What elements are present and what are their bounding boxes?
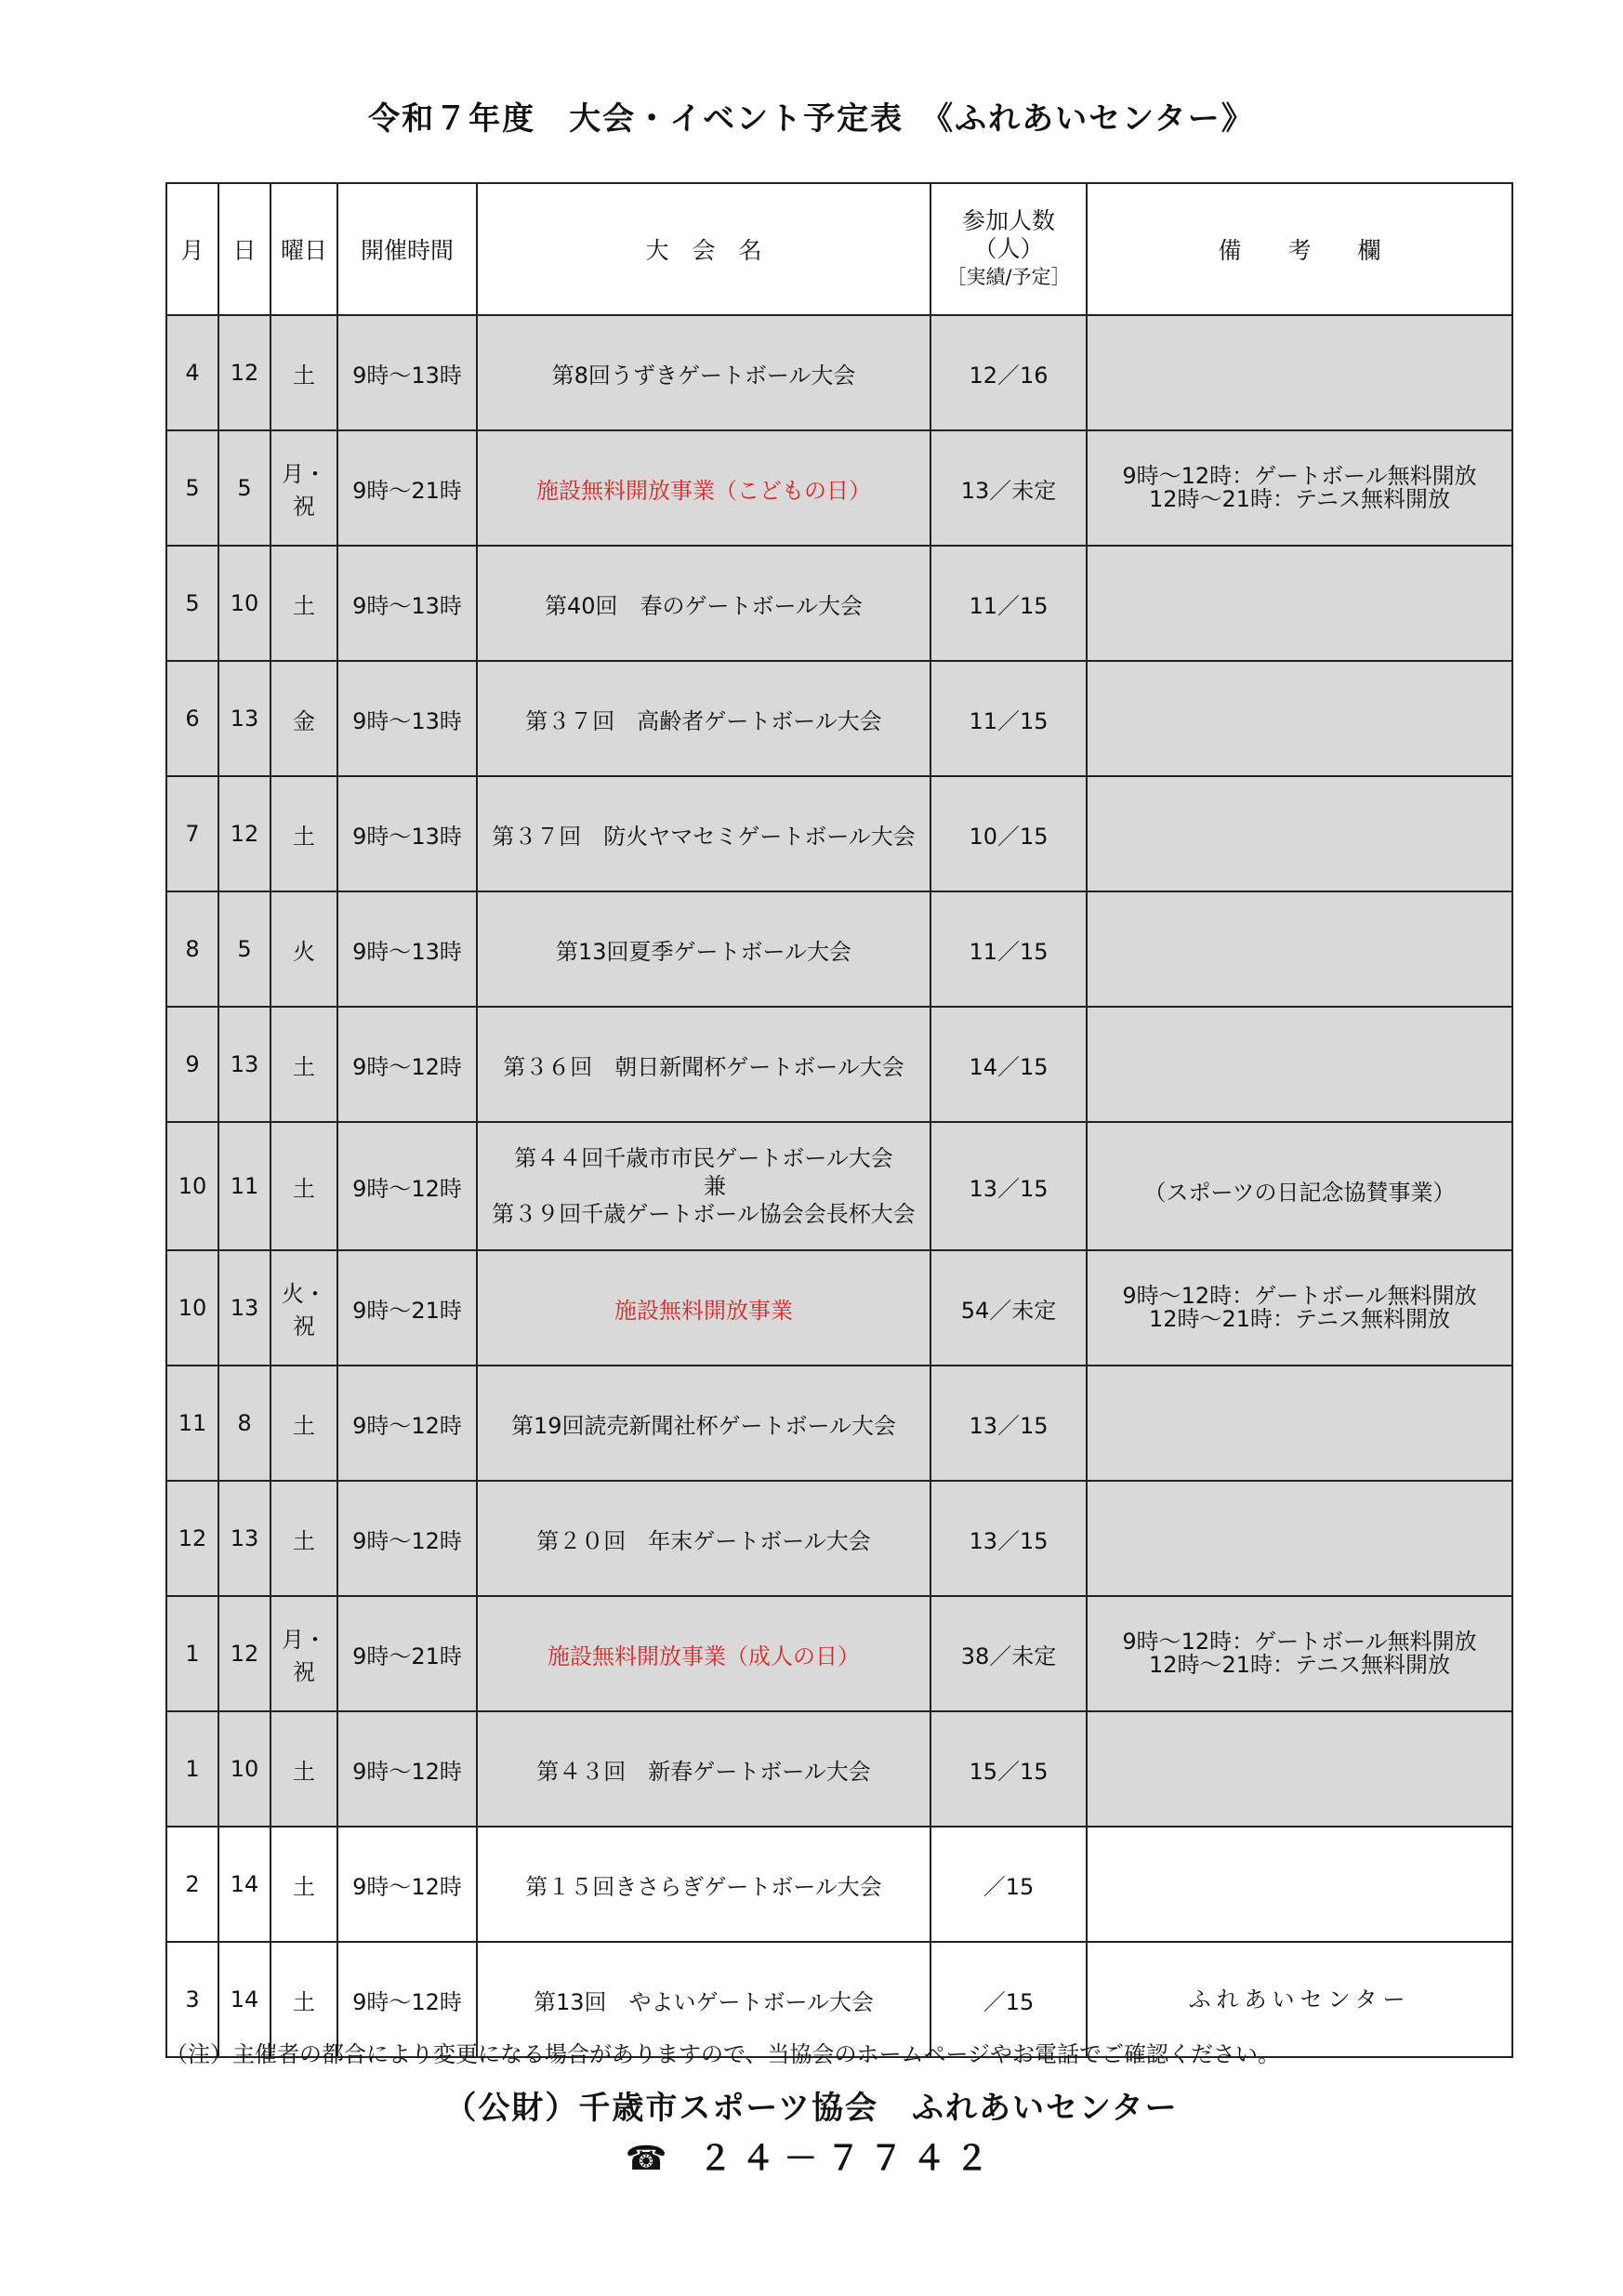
table-row	[166, 546, 1512, 661]
cell-day: 12	[218, 315, 270, 430]
cell-participants: 13／15	[930, 1122, 1087, 1250]
table-row	[166, 1827, 1512, 1942]
remarks-line1: （スポーツの日記念協賛事業）	[1143, 1179, 1456, 1206]
cell-day: 14	[218, 1827, 270, 1942]
cell-remarks	[1087, 546, 1512, 661]
cell-time: 9時～12時	[337, 1007, 477, 1122]
cell-event-name: 第19回読売新聞社杯ゲートボール大会	[477, 1366, 930, 1481]
cell-day: 5	[218, 891, 270, 1007]
header-day: 日	[218, 183, 270, 315]
cell-time: 9時～12時	[337, 1366, 477, 1481]
table-row	[166, 1711, 1512, 1827]
cell-remarks	[1087, 1481, 1512, 1596]
cell-month: 2	[166, 1827, 218, 1942]
cell-time: 9時～13時	[337, 776, 477, 891]
cell-participants: 15／15	[930, 1711, 1087, 1827]
cell-remarks	[1087, 1250, 1512, 1366]
table-row	[166, 1596, 1512, 1711]
remarks-line1: 9時～12時：ゲートボール無料開放	[1122, 463, 1477, 489]
cell-time: 9時～12時	[337, 1711, 477, 1827]
remarks-line2: 12時～21時：テニス無料開放	[1148, 1306, 1451, 1332]
cell-time: 9時～12時	[337, 1827, 477, 1942]
schedule-table	[165, 182, 1513, 2058]
cell-remarks	[1087, 1711, 1512, 1827]
remarks-line1: 9時～12時：ゲートボール無料開放	[1122, 1283, 1477, 1309]
event-name-line2: 兼	[704, 1173, 726, 1199]
page-title: 令和７年度 大会・イベント予定表 《ふれあいセンター》	[368, 100, 1255, 138]
header-remarks: 備 考 欄	[1087, 183, 1512, 315]
cell-month: 10	[166, 1122, 218, 1250]
cell-day: 13	[218, 1250, 270, 1366]
remarks-line1: 9時～12時：ゲートボール無料開放	[1122, 1629, 1477, 1655]
cell-day: 13	[218, 1007, 270, 1122]
table-row	[166, 661, 1512, 776]
cell-month: 3	[166, 1942, 218, 2057]
cell-day: 12	[218, 776, 270, 891]
cell-month: 12	[166, 1481, 218, 1596]
cell-participants: ／15	[930, 1942, 1087, 2057]
organization-name: （公財）千歳市スポーツ協会 ふれあいセンター	[444, 2090, 1179, 2127]
cell-time: 9時～12時	[337, 1122, 477, 1250]
cell-time: 9時～13時	[337, 315, 477, 430]
event-name-line3: 第３９回千歳ゲートボール協会会長杯大会	[492, 1201, 916, 1227]
table-row	[166, 1481, 1512, 1596]
remarks-line2: 12時～21時：テニス無料開放	[1148, 486, 1451, 512]
cell-event-name: 第３７回 防火ヤマセミゲートボール大会	[477, 776, 930, 891]
cell-day: 11	[218, 1122, 270, 1250]
table-row	[166, 1250, 1512, 1366]
cell-dow: 火	[270, 891, 337, 1007]
cell-remarks	[1087, 1122, 1512, 1250]
cell-participants: 11／15	[930, 546, 1087, 661]
cell-remarks	[1087, 1827, 1512, 1942]
cell-remarks	[1087, 1007, 1512, 1122]
phone-number: ２４－７７４２	[698, 2140, 998, 2178]
cell-remarks: ふれあいセンター	[1087, 1942, 1512, 2057]
cell-participants: 13／未定	[930, 430, 1087, 546]
cell-event-name: 施設無料開放事業（こどもの日）	[477, 430, 930, 546]
header-participants	[930, 183, 1087, 315]
phone-line	[0, 2132, 1623, 2180]
cell-time: 9時～13時	[337, 661, 477, 776]
cell-participants: 11／15	[930, 661, 1087, 776]
cell-month: 10	[166, 1250, 218, 1366]
cell-month: 4	[166, 315, 218, 430]
cell-event-name: 第13回 やよいゲートボール大会	[477, 1942, 930, 2057]
cell-event-name: 第8回うずきゲートボール大会	[477, 315, 930, 430]
cell-event-name: 第３６回 朝日新聞杯ゲートボール大会	[477, 1007, 930, 1122]
cell-month: 5	[166, 430, 218, 546]
phone-icon: ☎	[625, 2140, 667, 2178]
cell-dow: 月・祝	[270, 1596, 337, 1711]
table-row	[166, 430, 1512, 546]
cell-remarks	[1087, 1366, 1512, 1481]
cell-day: 13	[218, 1481, 270, 1596]
table-row	[166, 1366, 1512, 1481]
cell-day: 8	[218, 1366, 270, 1481]
cell-day: 12	[218, 1596, 270, 1711]
table-row	[166, 315, 1512, 430]
header-time: 開催時間	[337, 183, 477, 315]
event-name-line1: 第４４回千歳市市民ゲートボール大会	[514, 1145, 893, 1171]
cell-dow: 土	[270, 1122, 337, 1250]
cell-participants: 54／未定	[930, 1250, 1087, 1366]
cell-event-name: 第１５回きさらぎゲートボール大会	[477, 1827, 930, 1942]
cell-month: 8	[166, 891, 218, 1007]
cell-day: 13	[218, 661, 270, 776]
cell-event-name: 第４３回 新春ゲートボール大会	[477, 1711, 930, 1827]
cell-event-name: 施設無料開放事業	[477, 1250, 930, 1366]
cell-dow: 火・祝	[270, 1250, 337, 1366]
cell-event-name: 第３７回 高齢者ゲートボール大会	[477, 661, 930, 776]
cell-participants: 38／未定	[930, 1596, 1087, 1711]
remarks-line2: 12時～21時：テニス無料開放	[1148, 1652, 1451, 1678]
cell-remarks	[1087, 661, 1512, 776]
table-row	[166, 1007, 1512, 1122]
header-month: 月	[166, 183, 218, 315]
cell-event-name	[477, 1122, 930, 1250]
cell-participants: 14／15	[930, 1007, 1087, 1122]
cell-participants: ／15	[930, 1827, 1087, 1942]
cell-dow: 土	[270, 315, 337, 430]
cell-dow: 土	[270, 1827, 337, 1942]
cell-day: 14	[218, 1942, 270, 2057]
cell-time: 9時～12時	[337, 1942, 477, 2057]
cell-month: 5	[166, 546, 218, 661]
cell-month: 1	[166, 1711, 218, 1827]
header-participants-line3: ［実績/予定］	[946, 266, 1071, 288]
header-participants-line2: （人）	[973, 235, 1044, 262]
cell-time: 9時～21時	[337, 1250, 477, 1366]
cell-event-name: 第２０回 年末ゲートボール大会	[477, 1481, 930, 1596]
cell-day: 10	[218, 546, 270, 661]
cell-month: 6	[166, 661, 218, 776]
table-row	[166, 776, 1512, 891]
cell-day: 5	[218, 430, 270, 546]
cell-time: 9時～21時	[337, 1596, 477, 1711]
cell-time: 9時～13時	[337, 546, 477, 661]
cell-dow: 土	[270, 1007, 337, 1122]
cell-participants: 13／15	[930, 1481, 1087, 1596]
header-row	[166, 183, 1512, 315]
cell-participants: 13／15	[930, 1366, 1087, 1481]
cell-event-name: 第13回夏季ゲートボール大会	[477, 891, 930, 1007]
cell-dow: 土	[270, 1481, 337, 1596]
cell-dow: 土	[270, 1942, 337, 2057]
cell-event-name: 施設無料開放事業（成人の日）	[477, 1596, 930, 1711]
cell-dow: 土	[270, 776, 337, 891]
cell-month: 7	[166, 776, 218, 891]
cell-remarks	[1087, 1596, 1512, 1711]
cell-dow: 土	[270, 546, 337, 661]
table-row	[166, 891, 1512, 1007]
header-dow: 曜日	[270, 183, 337, 315]
cell-time: 9時～21時	[337, 430, 477, 546]
table-row	[166, 1122, 1512, 1250]
header-participants-line1: 参加人数	[961, 207, 1055, 234]
header-event-name: 大 会 名	[477, 183, 930, 315]
cell-participants: 11／15	[930, 891, 1087, 1007]
cell-month: 9	[166, 1007, 218, 1122]
cell-day: 10	[218, 1711, 270, 1827]
cell-event-name: 第40回 春のゲートボール大会	[477, 546, 930, 661]
cell-dow: 金	[270, 661, 337, 776]
cell-month: 11	[166, 1366, 218, 1481]
cell-time: 9時～13時	[337, 891, 477, 1007]
cell-dow: 土	[270, 1711, 337, 1827]
cell-time: 9時～12時	[337, 1481, 477, 1596]
footnote: （注）主催者の都合により変更になる場合がありますので、当協会のホームページやお電話でご確認ください。	[165, 2041, 1281, 2067]
cell-dow: 月・祝	[270, 430, 337, 546]
cell-remarks	[1087, 430, 1512, 546]
cell-remarks	[1087, 891, 1512, 1007]
cell-participants: 10／15	[930, 776, 1087, 891]
cell-month: 1	[166, 1596, 218, 1711]
cell-participants: 12／16	[930, 315, 1087, 430]
cell-remarks	[1087, 776, 1512, 891]
cell-dow: 土	[270, 1366, 337, 1481]
cell-remarks	[1087, 315, 1512, 430]
